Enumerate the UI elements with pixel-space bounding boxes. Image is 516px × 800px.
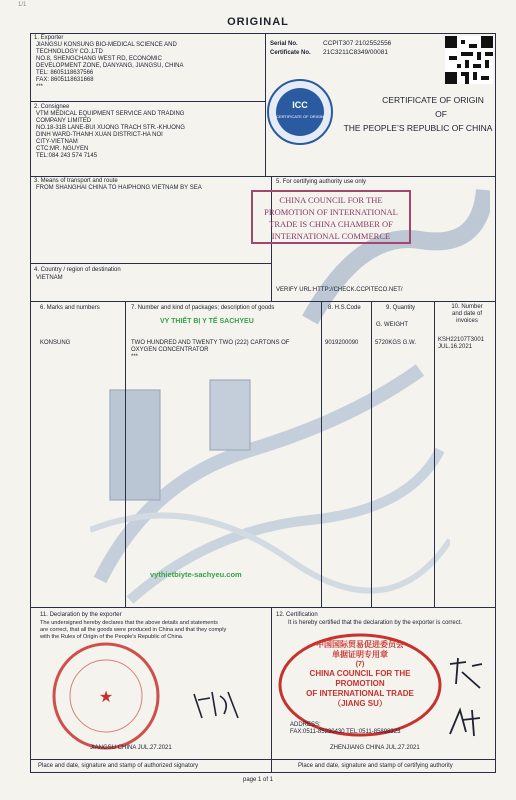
declaration-label: 11. Declaration by the exporter: [40, 612, 122, 618]
exporter-label: 1. Exporter: [34, 35, 64, 41]
certification-text: It is hereby certified that the declaration by the exporter is correct.: [288, 620, 463, 626]
serial-label: Serial No.: [270, 41, 298, 47]
corner-mark: 1/1: [18, 2, 27, 8]
watermark-bottom: vythietbiyte-sachyeu.com: [150, 570, 242, 579]
col-marks-header: 6. Marks and numbers: [40, 305, 100, 311]
stamp-cn-line1: 中国国际贸易促进委员会: [316, 640, 404, 649]
quantity-value: 5720KGS G.W.: [375, 340, 417, 346]
icc-emblem-logo: [266, 78, 334, 146]
certificate-title-line1: CERTIFICATE OF ORIGIN: [382, 95, 484, 105]
stamp-en-line1: CHINA COUNCIL FOR THE PROMOTION: [309, 669, 411, 688]
page-footer: page 1 of 1: [242, 777, 274, 783]
certificate-title-line3: THE PEOPLE’S REPUBLIC OF CHINA: [343, 123, 493, 133]
great-wall-background-image: [90, 330, 450, 620]
description-value: TWO HUNDRED AND TWENTY TWO (222) CARTONS OF OXYGEN CONCENTRATOR ***: [131, 340, 290, 360]
hscode-value: 9019200090: [325, 340, 359, 346]
declaration-text: The undersigned hereby declares that the above details and statements are correct, that all the goods were produced in China and that they comply with the Rules of Origin of the People's Republic of China.: [40, 620, 227, 640]
destination-label: 4. Country / region of destination: [34, 267, 121, 273]
declaration-place-date: JIANGSU CHINA JUL.27.2021: [90, 745, 172, 751]
col-description-header: 7. Number and kind of packages; description of goods: [131, 305, 275, 311]
col-invoice-header: 10. Number and date of invoices: [451, 304, 483, 324]
exporter-signature: [190, 688, 242, 722]
certification-place-date: ZHENJIANG CHINA JUL.27.2021: [330, 745, 420, 751]
exporter-text: JIANGSU KONSUNG BIO-MEDICAL SCIENCE AND TECHNOLOGY CO.,LTD NO.8, SHENGCHANG WEST RD, ECONOMIC DEVELOPMENT ZONE, DANYANG, JIANGSU, CHINA TEL: 8605118637566 FAX: 8605118631668 ***: [36, 42, 184, 90]
oval-stamp-content: [286, 640, 434, 709]
certifier-fax-tel: FAX:0511-85230430 TEL:0511-85898323: [290, 729, 401, 735]
certifier-signature-2: [444, 704, 484, 740]
watermark-top: VY THIẾT BỊ Y TẾ SACHYEU: [160, 318, 254, 325]
certificate-no-label: Certificate No.: [270, 50, 311, 56]
svg-text:ICC: ICC: [292, 100, 308, 110]
exporter-round-stamp: [50, 640, 162, 752]
ccpit-stamp: [251, 190, 411, 244]
transport-text: FROM SHANGHAI CHINA TO HAIPHONG VIETNAM BY SEA: [36, 185, 202, 191]
authority-label: 5. For certifying authority use only: [276, 179, 367, 185]
certification-label: 12. Certification: [276, 612, 318, 618]
certificate-title-line2: OF: [435, 109, 447, 119]
document-title: ORIGINAL: [227, 16, 289, 28]
certification-footer: Place and date, signature and stamp of certifying authority: [298, 763, 453, 769]
stamp-en-line3: （JIANG SU）: [333, 699, 387, 708]
invoice-value: KSH22107T3001 JUL.16.2021: [438, 337, 485, 350]
marks-value: KONSUNG: [40, 340, 71, 346]
svg-text:★: ★: [98, 689, 114, 706]
qr-code-image: [445, 36, 493, 84]
stamp-cn-line2: 单据证明专用章: [332, 650, 388, 659]
col-hscode-header: 8. H.S.Code: [328, 305, 361, 311]
declaration-footer: Place and date, signature and stamp of authorized signatory: [38, 763, 199, 769]
consignee-label: 2. Consignee: [34, 104, 70, 110]
consignee-text: VTM MEDICAL EQUIPMENT SERVICE AND TRADING COMPANY LIMITED NO.18-31B LANE-BUI XUONG TRACH STR.-KHUONG DINH WARD-THANH XUAN DISTRICT-HA NOI CITY-VIETNAM CTC:MR. NGUYEN TEL:084 243 574 7145: [36, 111, 185, 159]
certifier-signature-1: [446, 654, 486, 694]
certificate-no-value: 21C3211C8349/00081: [323, 49, 388, 56]
svg-text:CERTIFICATE OF ORIGIN: CERTIFICATE OF ORIGIN: [276, 114, 324, 119]
certificate-title-block: [340, 93, 496, 135]
col-weight-header: G. WEIGHT: [376, 322, 408, 328]
col-quantity-header: 9. Quantity: [386, 305, 416, 311]
certifier-address: ADDRESS:: [290, 722, 321, 728]
verify-url: VERIFY URL:HTTP://CHECK.CCPITECO.NET/: [276, 287, 403, 293]
stamp-en-line2: OF INTERNATIONAL TRADE: [306, 689, 414, 698]
destination-value: VIETNAM: [36, 275, 63, 281]
ccpit-stamp-text: CHINA COUNCIL FOR THE PROMOTION OF INTERNATIONAL TRADE IS CHINA CHAMBER OF INTERNATIONAL COMMERCE: [264, 195, 398, 241]
stamp-number: (7): [355, 661, 365, 668]
transport-label: 3. Means of transport and route: [34, 178, 118, 184]
serial-value: CCPIT307 2102552556: [323, 40, 392, 47]
